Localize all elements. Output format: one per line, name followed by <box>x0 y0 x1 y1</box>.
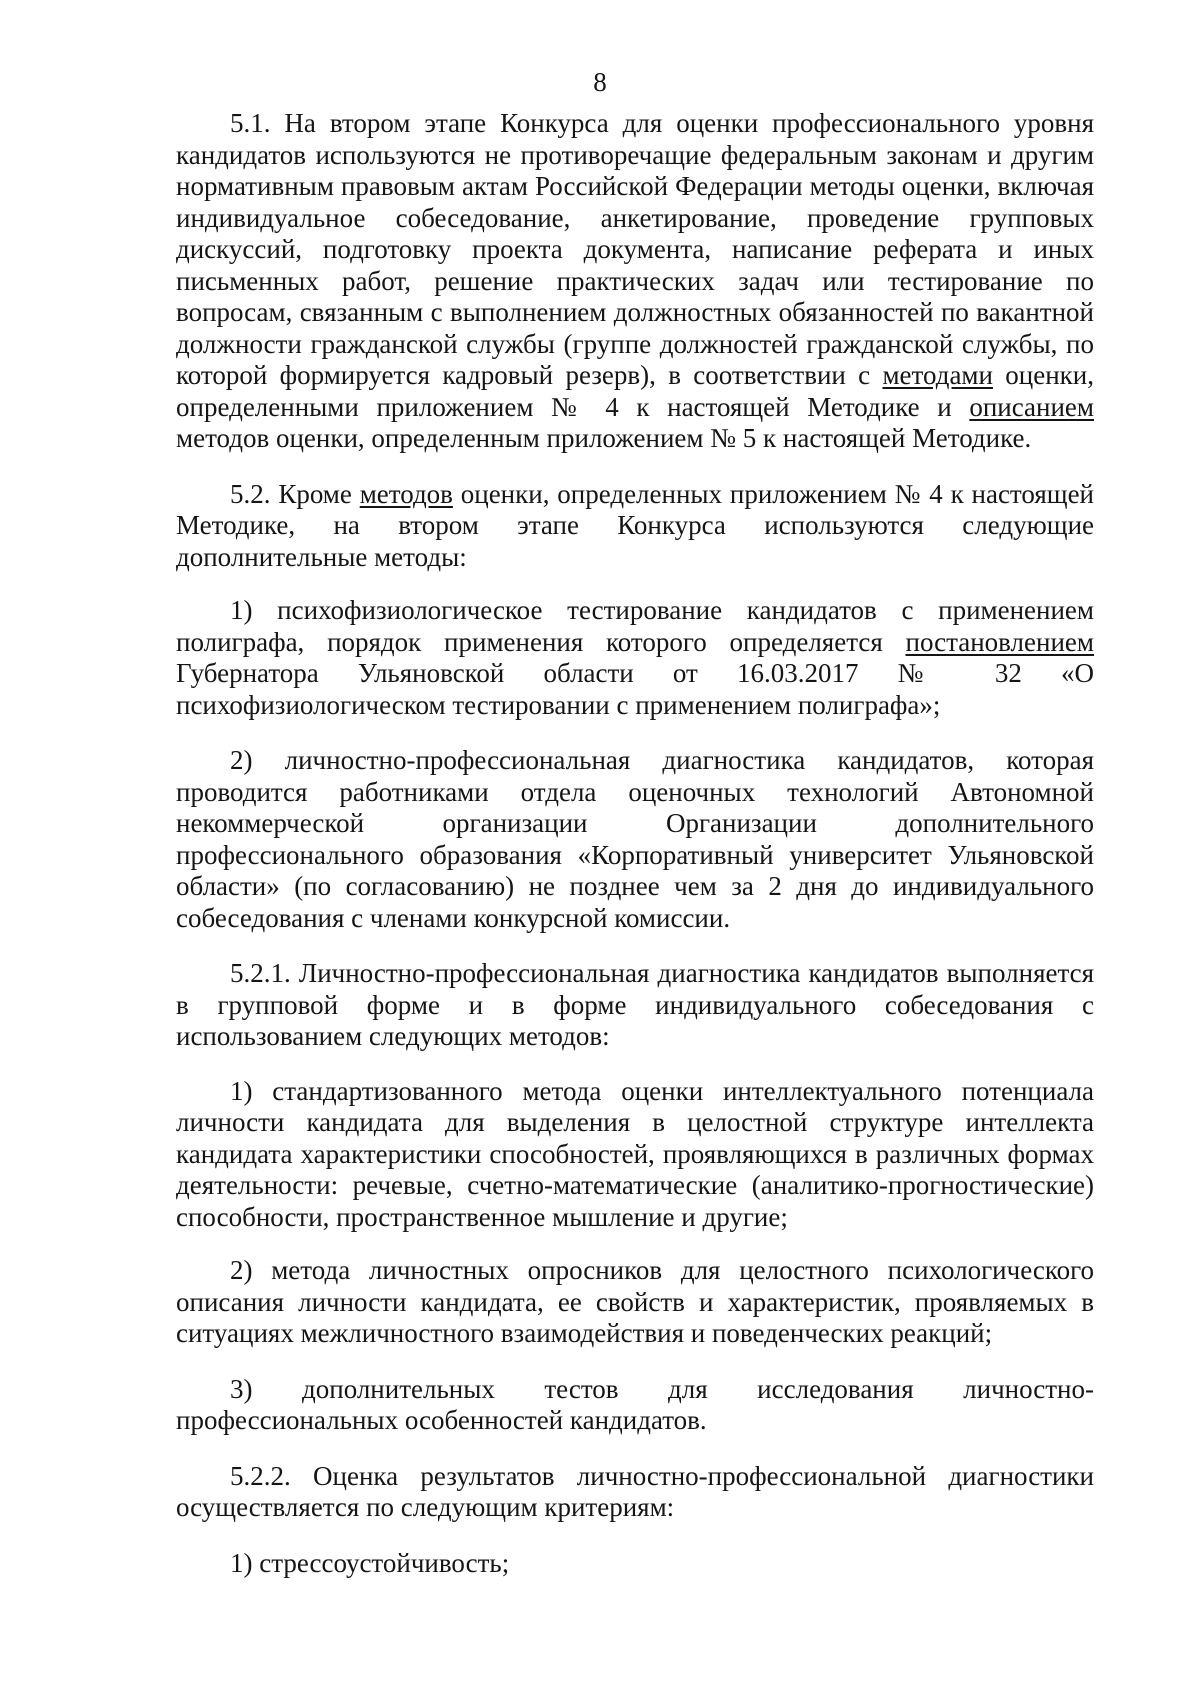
list-item-questionnaires: 2) метода личностных опросников для целостного психологического описания личности кандидата, ее свойств и характеристик, проявляемых в ситуациях межличностного взаимодействия и поведенческих реакций; <box>176 1255 1094 1348</box>
methods-link[interactable]: методами <box>882 360 993 390</box>
paragraph-text: 5.1. На втором этапе Конкурса для оценки профессионального уровня кандидатов используются не противоречащие федеральным законам и другим нормативным правовым актам Российской Федерации методы оценки, включая индивидуальное собеседование, анкетирование, проведение групповых дискуссий, подготовку проекта документа, написание реферата и иных письменных работ, решение практических задач или тестирование по вопросам, связанным с выполнением должностных обязанностей по вакантной должности гражданской службы (группе должностей гражданской службы, по которой формируется кадровый резерв), в соответствии с <box>176 108 1094 390</box>
paragraph-text: 5.2. Кроме <box>230 478 360 509</box>
document-body <box>176 108 1094 1603</box>
paragraph-5-1 <box>176 108 1094 455</box>
paragraph-text: оценки, определенных приложением № 4 к настоящей Методике, на втором этапе Конкурса используются следующие дополнительные методы: <box>176 478 1094 572</box>
description-link[interactable]: описанием <box>969 391 1094 422</box>
list-item-intellectual-method: 1) стандартизованного метода оценки интеллектуального потенциала личности кандидата для выделения в целостной структуре интеллекта кандидата характеристики способностей, проявляющихся в различных формах деятельности: речевые, счетно-математические (аналитико-прогностические) способности, пространственное мышление и другие; <box>176 1075 1094 1232</box>
methods-link[interactable]: методов <box>359 478 453 509</box>
resolution-link[interactable]: постановлением <box>905 626 1094 657</box>
list-item-polygraph <box>176 595 1094 721</box>
paragraph-text: оценки, определенными приложением № 4 к настоящей Методике и <box>176 360 1094 422</box>
paragraph-text: методов оценки, определенным приложением № 5 к настоящей Методике. <box>176 423 1032 453</box>
paragraph-text: 1) психофизиологическое тестирование кандидатов с применением полиграфа, порядок применения которого определяется <box>176 595 1094 657</box>
criteria-item-stress: 1) стрессоустойчивость; <box>230 1547 510 1578</box>
paragraph-5-2-2: 5.2.2. Оценка результатов личностно-профессиональной диагностики осуществляется по следующим критериям: <box>176 1460 1094 1522</box>
paragraph-5-2 <box>176 479 1094 574</box>
list-item-diagnostics: 2) личностно-профессиональная диагностика кандидатов, которая проводится работниками отдела оценочных технологий Автономной некоммерческой организации Организации дополнительного профессионального образования «Корпоративный университет Ульяновской области» (по согласованию) не позднее чем за 2 дня до индивидуального собеседования с членами конкурсной комиссии. <box>176 745 1094 933</box>
paragraph-text: Губернатора Ульяновской области от 16.03.2017 № 32 «О психофизиологическом тестировании с применением полиграфа»; <box>176 658 1094 720</box>
list-item-additional-tests: 3) дополнительных тестов для исследования личностно-профессиональных особенностей кандидатов. <box>176 1373 1094 1435</box>
paragraph-5-2-1: 5.2.1. Личностно-профессиональная диагностика кандидатов выполняется в групповой форме и в форме индивидуального собеседования с использованием следующих методов: <box>176 958 1094 1051</box>
page-number: 8 <box>593 67 607 97</box>
